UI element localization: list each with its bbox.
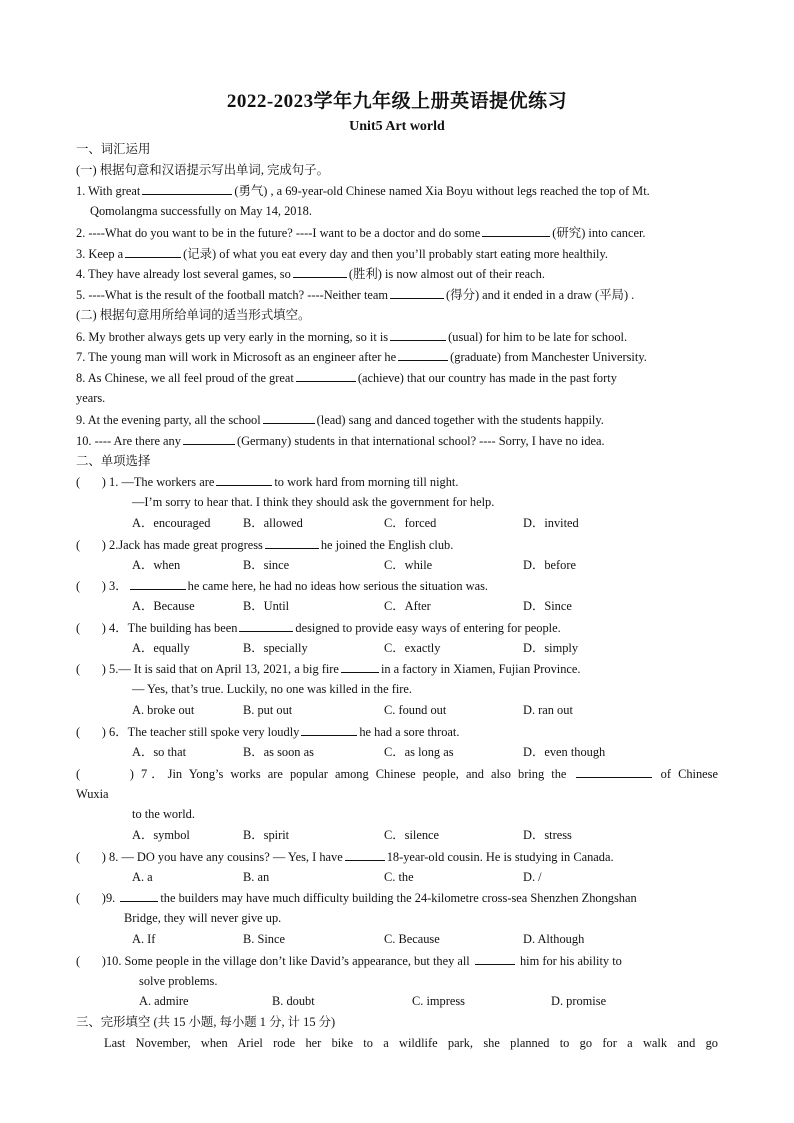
question-text: of Chinese	[660, 767, 718, 781]
mc-question-9-cont: Bridge, they will never give up.	[124, 911, 282, 925]
option-a[interactable]: A. broke out	[132, 703, 195, 717]
mc-question-6	[76, 723, 459, 740]
question-3	[76, 245, 608, 262]
cloze-paragraph: Last November, when Ariel rode her bike to a wildlife park, she planned to go for a walk and go	[104, 1036, 718, 1050]
answer-blank[interactable]	[293, 265, 347, 278]
answer-blank[interactable]	[390, 286, 444, 299]
option-b[interactable]: B. Since	[243, 932, 285, 946]
question-text: him for his ability to	[519, 954, 622, 968]
question-text: to work hard from morning till night.	[274, 475, 459, 489]
answer-blank	[341, 660, 379, 673]
question-text: 2.Jack has made great progress	[109, 538, 263, 552]
question-text: (graduate) from Manchester University.	[450, 350, 647, 364]
question-text: the builders may have much difficulty building the 24-kilometre cross-sea Shenzhen Zhongshan	[160, 891, 637, 905]
option-c[interactable]: C．silence	[384, 828, 440, 842]
answer-bracket[interactable]: ( )	[76, 891, 106, 905]
option-a[interactable]: A．encouraged	[132, 516, 211, 530]
question-text: 6．The teacher still spoke very loudly	[109, 725, 300, 739]
answer-bracket[interactable]: ( )	[76, 954, 106, 968]
question-9	[76, 411, 604, 428]
mc-question-3	[76, 577, 488, 594]
answer-blank	[576, 765, 652, 778]
option-c[interactable]: C. found out	[384, 703, 447, 717]
question-10	[76, 432, 605, 449]
option-a[interactable]: A．symbol	[132, 828, 190, 842]
question-text: (记录) of what you eat every day and then you’ll probably start eating more healthily.	[183, 247, 608, 261]
option-c[interactable]: C. the	[384, 870, 414, 884]
question-1	[76, 182, 650, 199]
option-d[interactable]: D．before	[523, 558, 576, 572]
option-c[interactable]: C. Because	[384, 932, 440, 946]
mc-question-4	[76, 619, 561, 636]
option-d[interactable]: D．Since	[523, 599, 572, 613]
option-c[interactable]: C. impress	[412, 994, 466, 1008]
answer-blank[interactable]	[482, 224, 550, 237]
question-8-cont: years.	[76, 391, 106, 405]
question-text: 7. The young man will work in Microsoft as an engineer after he	[76, 350, 397, 364]
mc-question-1-cont: —I’m sorry to hear that. I think they should ask the government for help.	[132, 495, 495, 509]
option-a[interactable]: A. admire	[139, 994, 189, 1008]
answer-blank	[345, 848, 385, 861]
answer-blank	[265, 536, 319, 549]
option-d[interactable]: D. /	[523, 870, 542, 884]
answer-blank[interactable]	[142, 182, 232, 195]
question-text: (lead) sang and danced together with the students happily.	[316, 413, 604, 427]
question-text: he came here, he had no ideas how serious the situation was.	[187, 579, 489, 593]
option-d[interactable]: D．stress	[523, 828, 572, 842]
question-text: 1. —The workers are	[109, 475, 215, 489]
section-heading-vocabulary: 一、词汇运用	[76, 142, 151, 156]
question-text: 1. With great	[76, 184, 141, 198]
question-text: 8. — DO you have any cousins? — Yes, I have	[109, 850, 343, 864]
page-subtitle: Unit5 Art world	[349, 119, 445, 134]
option-b[interactable]: B. doubt	[272, 994, 315, 1008]
page-title: 2022-2023学年九年级上册英语提优练习	[226, 91, 568, 112]
question-text: (usual) for him to be late for school.	[448, 330, 628, 344]
mc-question-2	[76, 536, 453, 553]
answer-blank[interactable]	[390, 328, 446, 341]
option-b[interactable]: B．specially	[243, 641, 308, 655]
option-c[interactable]: C．while	[384, 558, 433, 572]
option-a[interactable]: A．equally	[132, 641, 190, 655]
part-a-heading: (一) 根据句意和汉语提示写出单词, 完成句子。	[76, 163, 329, 177]
option-b[interactable]: B．since	[243, 558, 290, 572]
answer-bracket[interactable]: ( )	[76, 538, 106, 552]
question-2	[76, 224, 646, 241]
question-7	[76, 348, 647, 365]
question-8	[76, 369, 617, 386]
mc-question-10	[76, 952, 622, 969]
question-text: 8. As Chinese, we all feel proud of the great	[76, 371, 294, 385]
option-a[interactable]: A．Because	[132, 599, 195, 613]
option-a[interactable]: A. If	[132, 932, 156, 946]
answer-blank[interactable]	[263, 411, 315, 424]
question-text: 4．The building has been	[109, 621, 238, 635]
answer-blank	[120, 889, 158, 902]
answer-bracket[interactable]: ( )	[76, 662, 106, 676]
part-b-heading: (二) 根据句意用所给单词的适当形式填空。	[76, 308, 311, 322]
question-6	[76, 328, 627, 345]
question-text: he joined the English club.	[320, 538, 454, 552]
mc-question-5-cont: — Yes, that’s true. Luckily, no one was killed in the fire.	[132, 682, 413, 696]
option-c[interactable]: C．forced	[384, 516, 437, 530]
question-text: 4. They have already lost several games, so	[76, 267, 291, 281]
question-5	[76, 286, 634, 303]
question-text: designed to provide easy ways of entering for people.	[295, 621, 561, 635]
question-text: (Germany) students in that international school? ---- Sorry, I have no idea.	[236, 434, 605, 448]
answer-blank	[130, 577, 186, 590]
answer-bracket[interactable]: ( )	[76, 850, 106, 864]
question-text: 2. ----What do you want to be in the future? ----I want to be a doctor and do some	[76, 226, 481, 240]
answer-bracket[interactable]: ( )	[76, 621, 106, 635]
mc-question-10-cont: solve problems.	[139, 974, 218, 988]
question-text: 9.	[105, 891, 116, 905]
option-d[interactable]: D．invited	[523, 516, 579, 530]
question-text: (得分) and it ended in a draw (平局) .	[446, 288, 635, 302]
answer-blank[interactable]	[398, 348, 448, 361]
option-b[interactable]: B. an	[243, 870, 270, 884]
option-b[interactable]: B．Until	[243, 599, 290, 613]
question-text: 7．Jin Yong’s works are popular among Chinese people, and also bring the	[141, 767, 567, 781]
answer-blank[interactable]	[183, 432, 235, 445]
option-b[interactable]: B．spirit	[243, 828, 290, 842]
answer-bracket[interactable]: ( )	[76, 475, 106, 489]
question-4	[76, 265, 545, 282]
question-text: 10. ---- Are there any	[76, 434, 181, 448]
answer-blank	[301, 723, 357, 736]
answer-bracket[interactable]: ( )	[76, 767, 134, 781]
question-text: 18-year-old cousin. He is studying in Canada.	[386, 850, 614, 864]
answer-blank[interactable]	[296, 369, 356, 382]
option-c[interactable]: C．as long as	[384, 745, 454, 759]
question-text: (研究) into cancer.	[552, 226, 646, 240]
answer-blank[interactable]	[125, 245, 181, 258]
mc-question-7	[76, 765, 718, 782]
question-text: 6. My brother always gets up very early in the morning, so it is	[76, 330, 389, 344]
mc-question-7-cont2: to the world.	[132, 807, 195, 821]
option-d[interactable]: D．even though	[523, 745, 606, 759]
answer-blank	[475, 952, 515, 965]
answer-bracket[interactable]: ( )	[76, 725, 106, 739]
question-text: 5.— It is said that on April 13, 2021, a big fire	[109, 662, 339, 676]
answer-bracket[interactable]: ( )	[76, 579, 106, 593]
option-b[interactable]: B. put out	[243, 703, 293, 717]
mc-question-5	[76, 660, 581, 677]
question-text: (achieve) that our country has made in the past forty	[357, 371, 617, 385]
question-text: (胜利) is now almost out of their reach.	[348, 267, 545, 281]
option-b[interactable]: B．as soon as	[243, 745, 314, 759]
option-a[interactable]: A. a	[132, 870, 153, 884]
question-text: 10. Some people in the village don’t like David’s appearance, but they all	[105, 954, 470, 968]
answer-blank	[239, 619, 293, 632]
question-text: 3．	[109, 579, 128, 593]
option-d[interactable]: D. Although	[523, 932, 585, 946]
section-heading-cloze: 三、完形填空 (共 15 小题, 每小题 1 分, 计 15 分)	[76, 1015, 336, 1029]
mc-question-7-cont: Wuxia	[76, 787, 109, 801]
question-1-cont: Qomolangma successfully on May 14, 2018.	[90, 204, 312, 218]
section-heading-multiple-choice: 二、单项选择	[76, 454, 151, 468]
option-c[interactable]: C．After	[384, 599, 431, 613]
option-c[interactable]: C．exactly	[384, 641, 441, 655]
option-d[interactable]: D．simply	[523, 641, 579, 655]
option-a[interactable]: A．when	[132, 558, 181, 572]
mc-question-1	[76, 473, 458, 490]
option-b[interactable]: B．allowed	[243, 516, 303, 530]
question-text: he had a sore throat.	[359, 725, 460, 739]
mc-question-9	[76, 889, 637, 906]
question-text: 3. Keep a	[76, 247, 124, 261]
question-text: 5. ----What is the result of the football match? ----Neither team	[76, 288, 389, 302]
option-a[interactable]: A．so that	[132, 745, 187, 759]
question-text: in a factory in Xiamen, Fujian Province.	[380, 662, 581, 676]
answer-blank	[216, 473, 272, 486]
question-text: (勇气) , a 69-year-old Chinese named Xia Boyu without legs reached the top of Mt.	[234, 184, 650, 198]
mc-question-8	[76, 848, 614, 865]
question-text: 9. At the evening party, all the school	[76, 413, 261, 427]
option-d[interactable]: D. ran out	[523, 703, 573, 717]
option-d[interactable]: D. promise	[551, 994, 607, 1008]
